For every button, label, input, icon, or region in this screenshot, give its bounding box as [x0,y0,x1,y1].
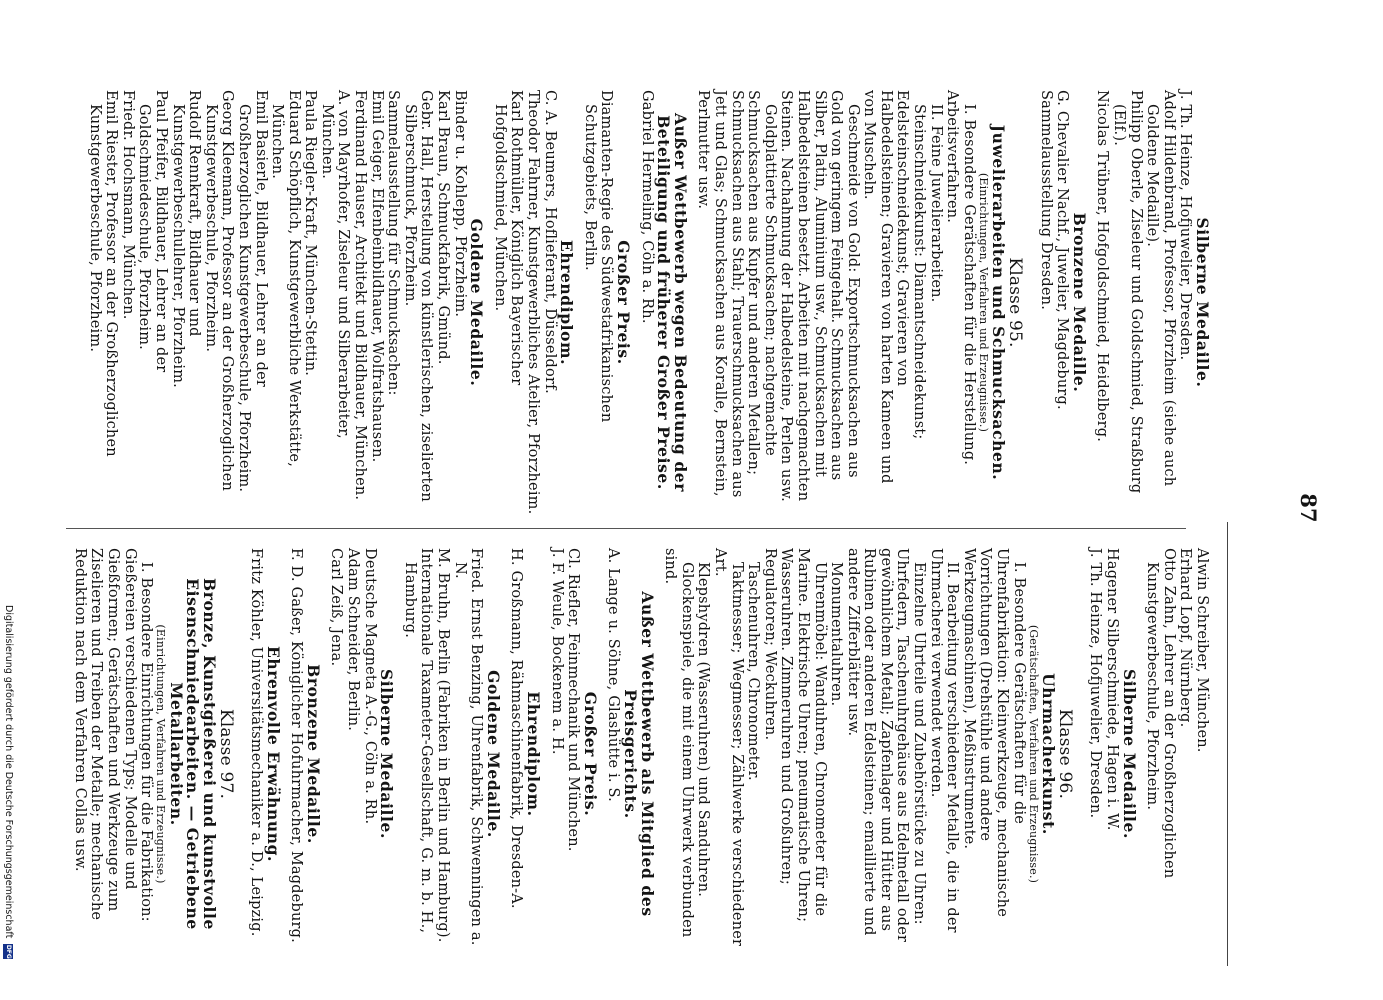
award-entry: Deutsche Magneta A.-G., Cöln a. Rh. [361,548,378,825]
award-entry: Ferdinand Hauser, Architekt und Bildhauer, München. [352,90,369,501]
award-entry: Alwin Schreiber, München. [1194,548,1210,753]
award-entry: Paula Riegler-Kraft, München-Stettin. [302,90,319,377]
award-entry: Philipp Oberle, Ziseleur und Goldschmied, Straßburg (Elf.). [1111,90,1144,494]
class-description-paragraph: I. Besondere Gerätschaften für die Uhrenfabrikation: Kleinwerkzeuge, mechanische Vorrichtungen (Drehstühle und andere Werkzeugmaschinen), Meßinstrumente. [960,548,1027,918]
award-entry-list [581,90,614,515]
award-entry: J. Th. Heinze, Hofjuwelier, Dresden. [1177,90,1194,361]
grand-prize-heading: Großer Preis. [580,691,600,817]
award-entry-list [86,90,468,515]
award-entry: J. F. Weule, Bockenem a. H. [548,548,565,755]
award-entry-list [491,90,557,515]
award-entry: Cl. Riefler, Feinmechanik und München. [565,548,582,852]
award-entry: Internationale Taxameter-Gesellschaft, G. m. b. H., Hamburg. [401,548,435,934]
award-entry-list [638,90,655,515]
award-entry: Diamanten-Regie des Südwestafrikanischen Schutzgebiets, Berlin. [581,90,615,423]
footer-text: Digitalisierung gefördert durch die Deutsche Forschungsgemeinschaft [3,605,14,939]
award-entry: Emil Riester, Professor an der Großherzoglichen Kunstgewerbeschule, Pforzheim. [86,90,120,457]
award-entry-list [1037,90,1070,515]
award-entry: Sammelausstellung für Schmucksachen: [385,90,402,396]
award-entry: Karl Rothmüller, Königlich Bayerischer Hofgoldschmied, München. [491,90,525,386]
class-description-paragraph: Taschenuhren, Chronometer. [745,562,762,781]
award-entry: Erhard Lopf, Nürnberg. [1177,548,1194,728]
class-description-paragraph-list [695,90,977,515]
bronze-medal-heading: Bronzene Medaille. [303,664,323,844]
class-description-paragraph-list [662,548,1027,960]
class-95-title: Juwelierarbeiten und Schmucksachen. [989,124,1009,481]
class-description-paragraph: Monumentaluhren. [828,562,845,707]
award-entry-list [401,548,484,960]
class-description-paragraph: Uhrenmöbel: Wanduhren, Chronometer für die Marine. Elektrische Uhren; pneumatische Uhren; Wasseruhren. Zimmeruhren und Großuhren; Regulatoren; Weckuhren. [761,548,828,923]
bronze-medal-heading: Bronzene Medaille. [1069,212,1089,393]
class-97-title: Bronze, Kunstgießerei und kunstvolle Eisenschmiedearbeiten. — Getriebene Metallarbeiten. [166,578,219,930]
honorary-diploma-heading: Ehrendiplom. [557,239,577,366]
page-number: 87 [1296,493,1321,523]
award-entry: Karl Braun, Schmuckfabrik, Gmünd. [435,90,452,365]
honorable-mention-heading: Ehrenvolle Erwähnung. [263,645,283,863]
award-entry: H. Großmann, Rähmaschinenfabrik, Dresden-A. [508,548,525,909]
gold-medal-heading: Goldene Medaille. [483,670,503,838]
award-entry: F. D. Gaßer, Königlicher Hofuhrmacher, Magdeburg. [288,548,305,943]
award-entry-list [508,548,525,960]
silver-medal-heading: Silberne Medaille. [1119,669,1139,839]
award-entry: Adolf Hildenbrand, Professor, Pforzheim (siehe auch Goldene Medaille). [1144,90,1177,487]
award-entry-list [605,548,622,960]
award-entry: Friedr. Hochsmann, München. [119,90,136,320]
class-description-paragraph: Taktmesser; Wegmesser; Zählwerke verschiedener Art. [711,548,745,947]
award-entry-list [288,548,305,960]
silver-medal-heading: Silberne Medaille. [1193,217,1212,388]
header-rule [1227,522,1228,966]
award-entry: Binder u. Kohlepp, Pforzheim. [451,90,468,318]
award-entry-list [1144,548,1210,960]
class-description-paragraph: Steinschneidekunst: Diamantschneidekunst; Edelsteinschneidekunst; Gravieren von Halbedelsteinen; Gravieren von harten Kameen und von Muscheln. [861,90,928,484]
class-description-paragraph: Einzelne Uhrteile und Zubehörstücke zu Uhren: Uhrfedern, Taschenuhrgehäuse aus Edelmetall oder gewöhnlichem Metall; Zapfenlager und Hütter aus Rubinen oder anderen Edelsteinen; emaillierte und andere Zifferblätter usw. [844,548,928,943]
award-entry: C. A. Beumers, Hoflieferant, Düsseldorf. [541,90,558,394]
award-entry-list [248,548,265,960]
right-column [71,548,1210,960]
award-entry: Emil Geiger, Elfenbeinbildhauer, Wolfratshausen. [368,90,385,463]
class-96-heading: Klasse 96. [1054,708,1075,800]
class-description-paragraph: Goldplattierte Schmucksachen; nachgemachte Schmucksachen aus Kupfer und anderen Metallen; Schmucksachen aus Stahl; Trauerschmucksachen aus Jett und Glas; Schmucksachen aus Koralle, Bernstein, Perlmutter usw. [695,90,778,498]
award-entry: G. Chevalier Nachf., Juwelier, Magdeburg. [1054,90,1071,410]
class-description-paragraph: Klepshydren (Wasseruhren) und Sanduhren. [695,562,712,898]
class-95-heading: Klasse 95. [1005,257,1026,348]
class-description-paragraph: I. Besondere Einrichtungen für die Fabrikation: Gießereien verschiedenen Typs; Modelle und Gießformen; Gerätschaften und Werkzeuge zum Ziselieren und Treiben der Metalle; mechanische Reduktion nach dem Verfahren Collas usw. [71,548,155,922]
award-entry: Adam Schneider, Berlin. [345,548,362,732]
award-entry: Emil Basierle, Bildhauer, Lehrer an der Großherzoglichen Kunstgewerbeschule, Pforzheim. [235,90,269,493]
class-description-paragraph: II. Feine Juwelierarbeiten. [927,104,944,303]
honorary-diploma-heading: Ehrendiplom. [524,691,544,817]
left-column [86,90,1210,515]
out-of-competition-heading: Außer Wettbewerb als Mitglied des Preisgerichts. [621,591,657,917]
column-divider [66,528,1186,529]
award-entry-list [548,548,581,960]
class-description-paragraph: Geschmeide von Gold: Exportschmucksachen aus Gold von geringem Feingehalt. Schmucksachen aus Silber, Platin, Aluminium usw., Schmucksachen mit Halbedelsteinen besetzt. Arbeiten mit nachgemachten Steinen. Nachahmung der Halbedelsteine, Perlen usw. [778,90,861,502]
class-description-paragraph: I. Besondere Gerätschaften für die Herstellung. Arbeitsverfahren. [944,90,977,466]
award-entry: Fried. Ernst Benzing, Uhrenfabrik, Schwenningen a. N. [451,548,485,946]
award-entry: Gabriel Hermeling, Cöln a. Rh. [638,90,655,324]
award-entry: Otto Zahn, Lehrer an der Großherzoglichen Kunstgewerbeschule, Pforzheim. [1144,548,1177,879]
award-entry: M. Bruhn, Berlin (Fabriken in Berlin und Hamburg). [435,548,452,943]
class-96-subtitle: (Gerätschaften, Verfahren und Erzeugnisse.) [1026,624,1040,884]
class-97-subtitle: (Einrichtungen, Verfahren und Erzeugnisse.) [154,624,168,884]
award-entry: Paul Pfeifer, Bildhauer, Lehrer an der Goldschmiedeschule, Pforzheim. [136,90,169,373]
dfg-logo: DFG [5,944,13,959]
gold-medal-heading: Goldene Medaille. [467,218,487,387]
award-entry: A. Lange u. Söhne, Glashütte i. S. [605,548,622,802]
grand-prize-heading: Großer Preis. [614,240,633,365]
award-entry: Carl Zeiß, Jena. [328,548,345,667]
class-95-subtitle: (Einrichtungen, Verfahren und Erzeugnisse.) [976,172,990,433]
award-entry: A. von Mayrhofer, Ziseleur und Silberarbeiter, München. [318,90,352,439]
class-description-paragraph: Glockenspiele, die mit einem Uhrwerk verbunden sind. [662,548,695,938]
award-entry: Nicolas Trübner, Hofgoldschmied, Heidelberg. [1094,90,1111,443]
award-entry: Georg Kleemann, Professor an der Großherzoglichen Kunstgewerbeschule, Pforzheim. [202,90,236,492]
award-entry: Eduard Schöpflich, Kunstgewerbliche Werkstätte, München. [269,90,302,468]
out-of-competition-heading: Außer Wettbewerb wegen Bedeutung der Beteiligung und früherer Großer Preise. [654,112,690,493]
silver-medal-heading: Silberne Medaille. [377,669,397,839]
award-entry-list [1087,548,1120,960]
award-entry: Sammelausstellung Dresden. [1037,90,1054,311]
award-entry: Theodor Fahrner, Kunstgewerbliches Atelier, Pforzheim. [525,90,542,515]
award-entry: Gebr. Hall, Herstellung von künstlerischen, ziselierten Silberschmuck, Pforzheim. [401,90,435,502]
award-entry: J. Th. Heinze, Hofjuwelier, Dresden. [1087,548,1104,819]
award-entry: Hagener Silberschmiede, Hagen i. W. [1104,548,1121,831]
award-entry: Fritz Köhler, Universitätsmechaniker a. D., Leipzig. [248,548,265,937]
class-description-paragraph-list [71,548,154,960]
award-entry-list [1094,90,1194,515]
class-96-title: Uhrmacherkunst. [1039,673,1059,835]
digitization-footer [0,605,28,995]
class-description-paragraph: II. Bearbeitung verschiedener Metalle, die in der Uhrmacherei verwendet werden. [927,548,961,933]
award-entry: Rudolf Rennkraft, Bildhauer und Kunstgewerbeschullehrer, Pforzheim. [169,90,203,388]
award-entry-list [328,548,378,960]
class-97-heading: Klasse 97. [215,708,236,800]
